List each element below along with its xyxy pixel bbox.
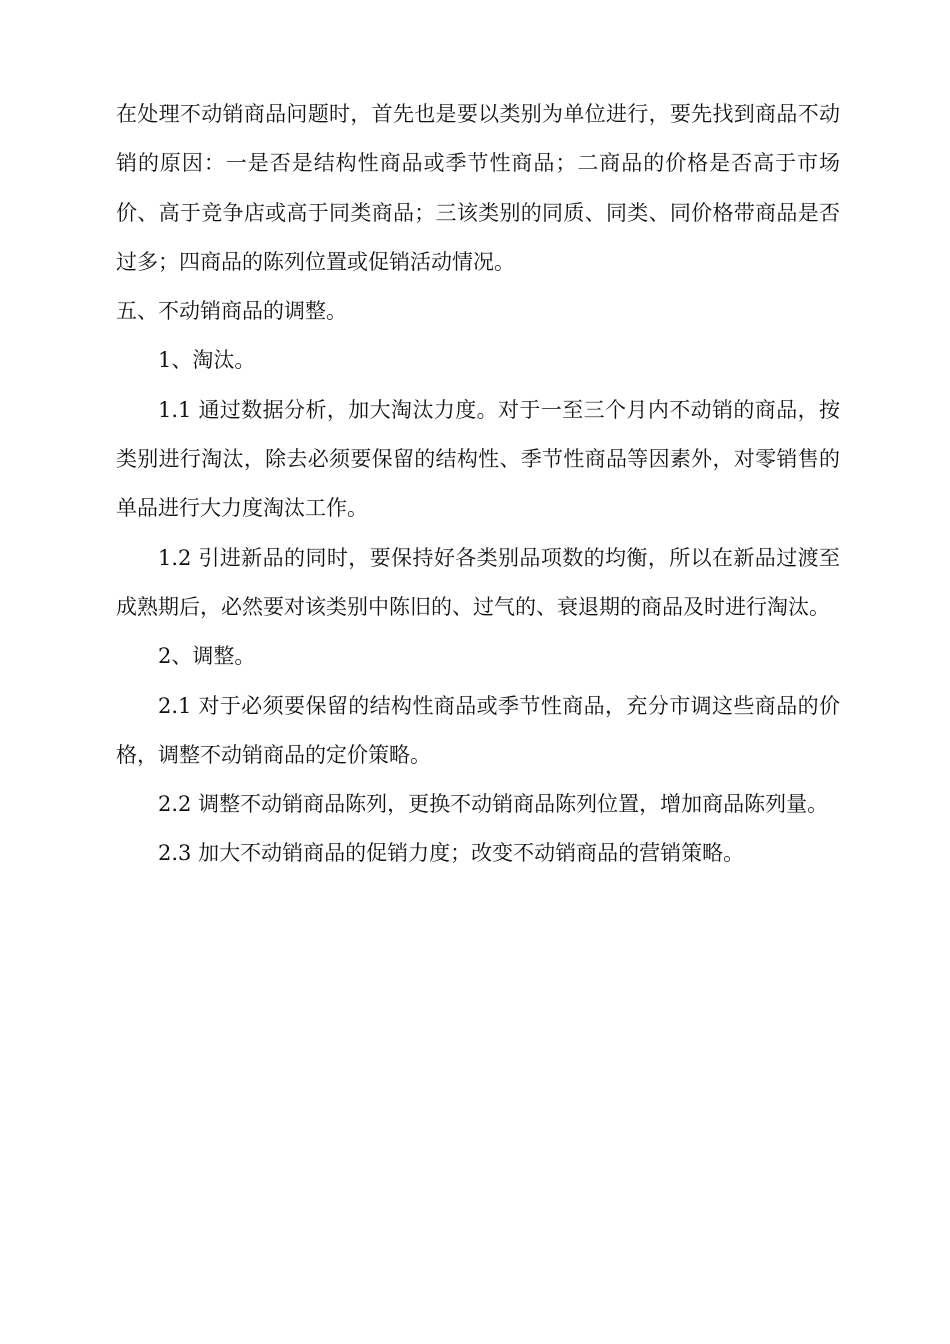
section-heading-adjustment: 五、不动销商品的调整。 bbox=[116, 299, 347, 324]
paragraph-1-2: 1.2 引进新品的同时，要保持好各类别品项数的均衡，所以在新品过渡至成熟期后，必然要对该类别中陈旧的、过气的、衰退期的商品及时进行淘汰。 bbox=[116, 545, 840, 619]
paragraph-1-1: 1.1 通过数据分析，加大淘汰力度。对于一至三个月内不动销的商品，按类别进行淘汰，除去必须要保留的结构性、季节性商品等因素外，对零销售的单品进行大力度淘汰工作。 bbox=[116, 397, 840, 521]
subheading-elimination: 1、淘汰。 bbox=[158, 348, 256, 373]
paragraph-2-1: 2.1 对于必须要保留的结构性商品或季节性商品，充分市调这些商品的价格，调整不动销商品的定价策略。 bbox=[116, 693, 840, 767]
paragraph-2-3: 2.3 加大不动销商品的促销力度；改变不动销商品的营销策略。 bbox=[158, 841, 745, 866]
subheading-adjust: 2、调整。 bbox=[158, 644, 256, 669]
paragraph-causes: 在处理不动销商品问题时，首先也是要以类别为单位进行，要先找到商品不动销的原因：一是否是结构性商品或季节性商品；二商品的价格是否高于市场价、高于竞争店或高于同类商品；三该类别的同质、同类、同价格带商品是否过多；四商品的陈列位置或促销活动情况。 bbox=[116, 102, 840, 274]
paragraph-2-2: 2.2 调整不动销商品陈列，更换不动销商品陈列位置，增加商品陈列量。 bbox=[158, 792, 829, 817]
document-body bbox=[116, 90, 840, 879]
